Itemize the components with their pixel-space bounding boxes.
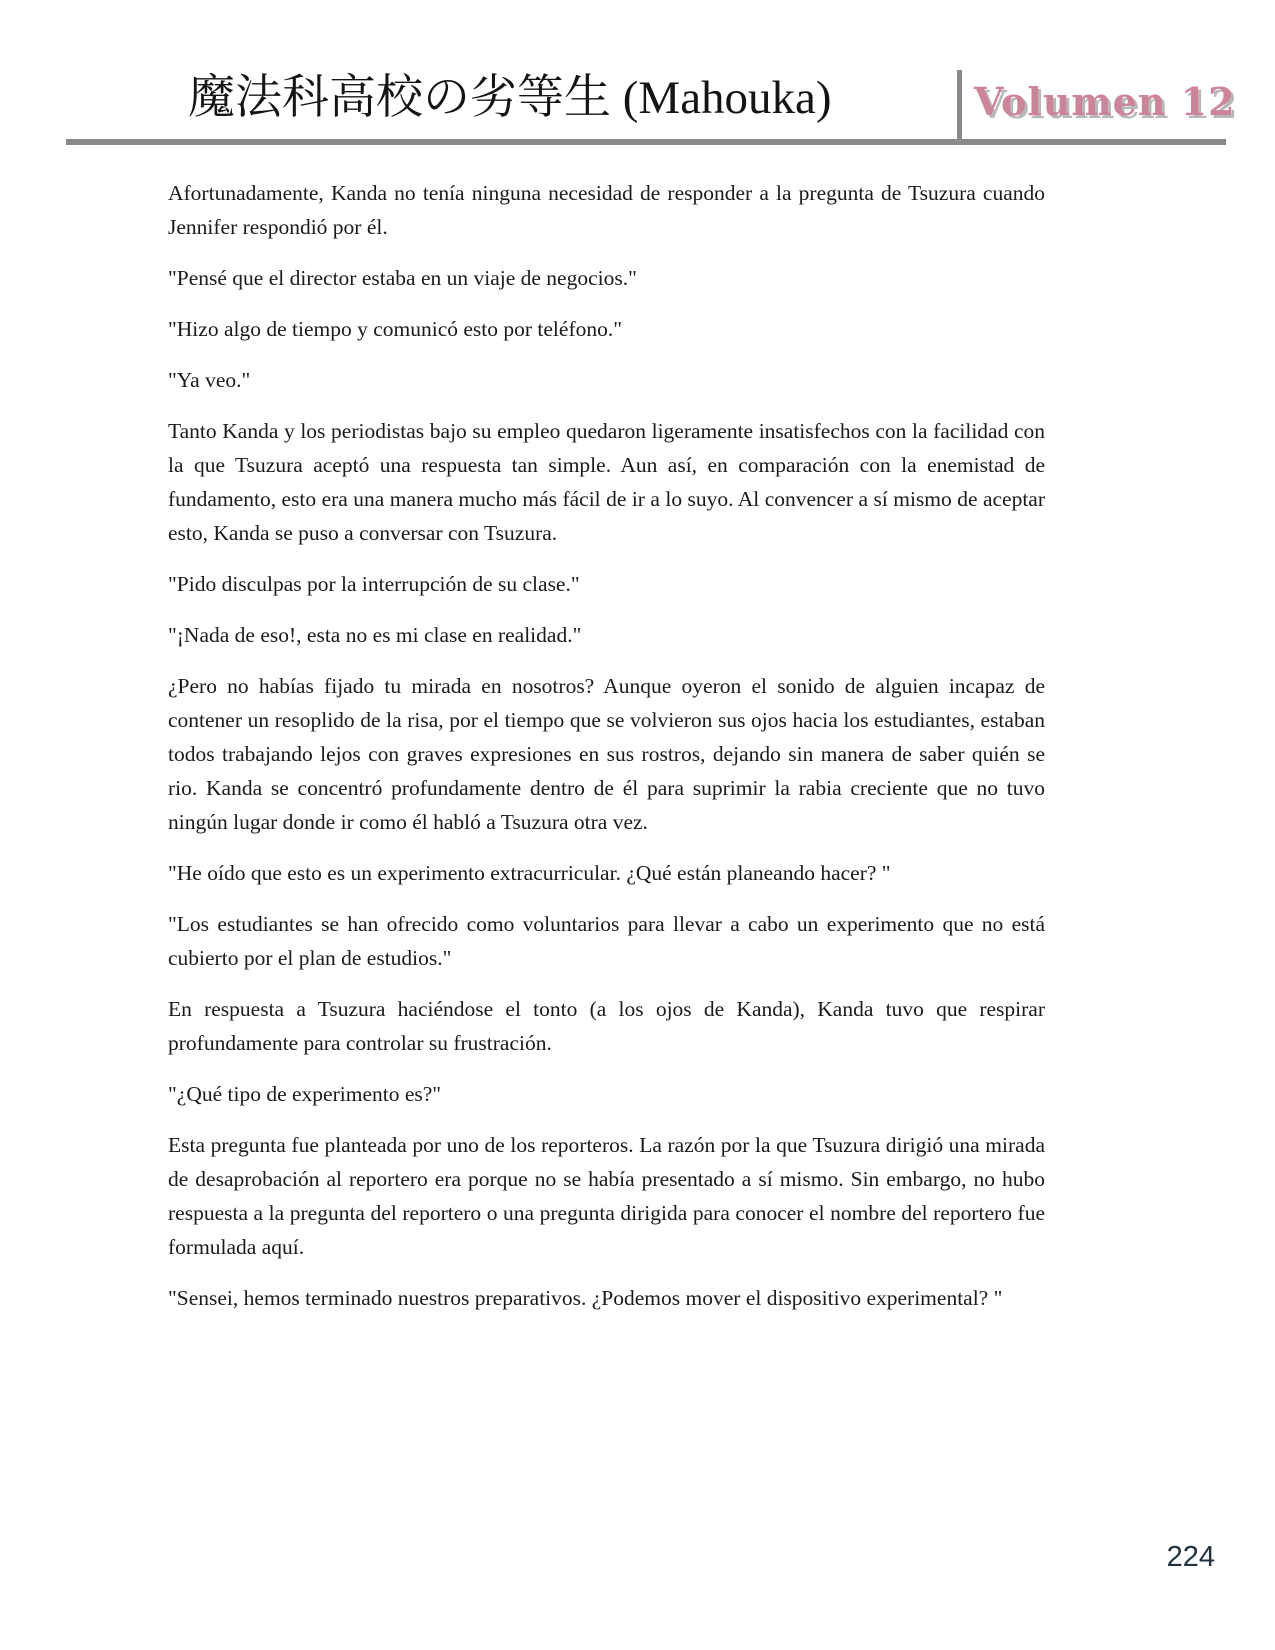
- header-divider-bar: [957, 70, 962, 143]
- paragraph: "¡Nada de eso!, esta no es mi clase en realidad.": [168, 623, 582, 647]
- volume-label: Volumen 12: [974, 79, 1236, 124]
- paragraph: ¿Pero no habías fijado tu mirada en nosotros? Aunque oyeron el sonido de alguien incapaz de contener un resoplido de la risa, por el tiempo que se volvieron sus ojos hacia los estudiantes, estaban todos trabajando lejos con graves expresiones en sus rostros, dejando sin manera de saber quién se rio. Kanda se concentró profundamente dentro de él para suprimir la rabia creciente que no tuvo ningún lugar donde ir como él habló a Tsuzura otra vez.: [168, 674, 1045, 834]
- page-header: [0, 0, 1275, 150]
- page-body-text: [168, 176, 1045, 1332]
- paragraph: "Sensei, hemos terminado nuestros preparativos. ¿Podemos mover el dispositivo experimental? ": [168, 1286, 1003, 1310]
- paragraph: "Pido disculpas por la interrupción de su clase.": [168, 572, 580, 596]
- paragraph: Afortunadamente, Kanda no tenía ninguna necesidad de responder a la pregunta de Tsuzura cuando Jennifer respondió por él.: [168, 181, 1045, 239]
- header-rule: [66, 139, 1226, 145]
- paragraph: "Hizo algo de tiempo y comunicó esto por teléfono.": [168, 317, 623, 341]
- paragraph: "He oído que esto es un experimento extracurricular. ¿Qué están planeando hacer? ": [168, 861, 891, 885]
- series-title: 魔法科高校の劣等生 (Mahouka): [188, 72, 832, 124]
- paragraph: "Pensé que el director estaba en un viaje de negocios.": [168, 266, 637, 290]
- page-number: 224: [1166, 1541, 1215, 1573]
- paragraph: "¿Qué tipo de experimento es?": [168, 1082, 442, 1106]
- paragraph: En respuesta a Tsuzura haciéndose el tonto (a los ojos de Kanda), Kanda tuvo que respirar profundamente para controlar su frustración.: [168, 997, 1045, 1055]
- paragraph: Esta pregunta fue planteada por uno de los reporteros. La razón por la que Tsuzura dirigió una mirada de desaprobación al reportero era porque no se había presentado a sí mismo. Sin embargo, no hubo respuesta a la pregunta del reportero o una pregunta dirigida para conocer el nombre del reportero fue formulada aquí.: [168, 1133, 1045, 1259]
- paragraph: "Los estudiantes se han ofrecido como voluntarios para llevar a cabo un experimento que no está cubierto por el plan de estudios.": [168, 912, 1045, 970]
- paragraph: Tanto Kanda y los periodistas bajo su empleo quedaron ligeramente insatisfechos con la facilidad con la que Tsuzura aceptó una respuesta tan simple. Aun así, en comparación con la enemistad de fundamento, esto era una manera mucho más fácil de ir a lo suyo. Al convencer a sí mismo de aceptar esto, Kanda se puso a conversar con Tsuzura.: [168, 419, 1045, 545]
- paragraph: "Ya veo.": [168, 368, 251, 392]
